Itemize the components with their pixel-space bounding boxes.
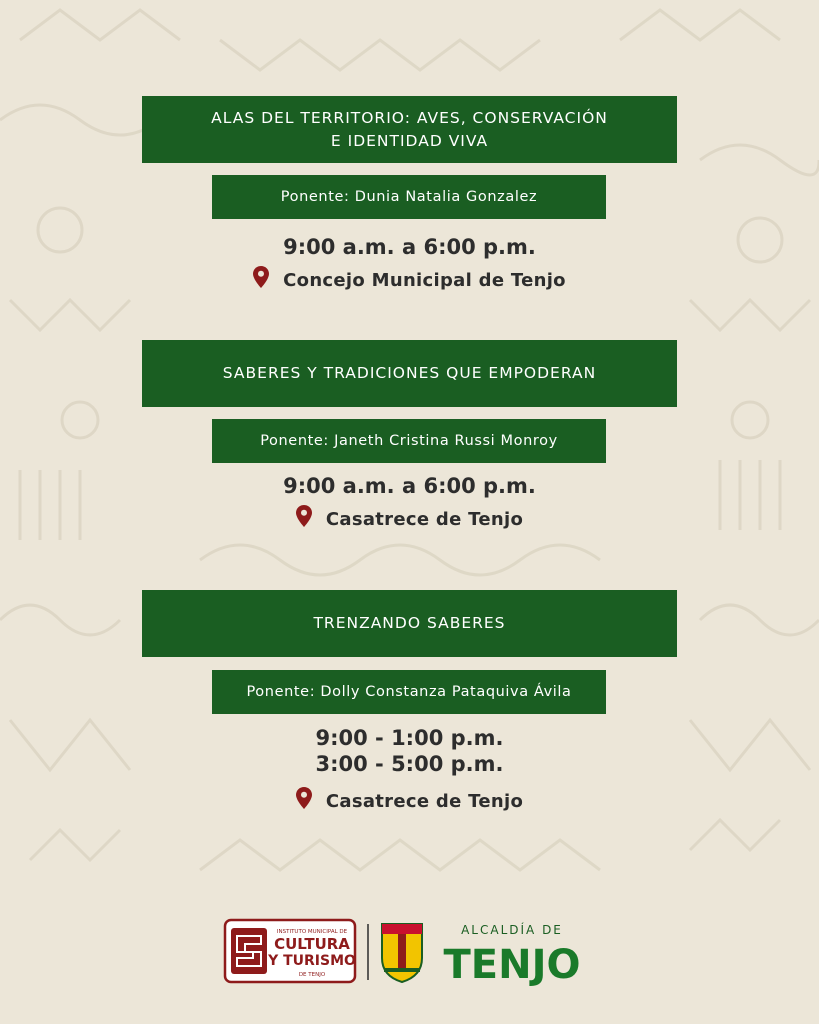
event-3-time-2: 3:00 - 5:00 p.m.: [315, 752, 504, 776]
instituto-cultura-logo: [225, 920, 356, 982]
event-2-title-line1: SABERES Y TRADICIONES QUE EMPODERAN: [222, 364, 597, 382]
alcaldia-label: ALCALDÍA DE: [461, 923, 563, 937]
instituto-line1: INSTITUTO MUNICIPAL DE: [276, 929, 348, 935]
event-1-location-label: Concejo Municipal de Tenjo: [283, 270, 566, 291]
event-1-title-banner: [142, 96, 677, 163]
event-2-location: [0, 505, 819, 530]
event-3-title-banner: [142, 590, 677, 657]
location-pin-icon: [253, 266, 269, 288]
instituto-line3: Y TURISMO: [268, 953, 356, 969]
event-1-title-line2: E IDENTIDAD VIVA: [330, 131, 489, 150]
event-1-location: [0, 266, 819, 291]
event-2-location-label: Casatrece de Tenjo: [325, 509, 524, 530]
footer-logos: [0, 918, 819, 988]
event-3-time-1: 9:00 - 1:00 p.m.: [315, 726, 504, 750]
event-2-title-banner: [142, 340, 677, 407]
event-2-speaker: Ponente: Janeth Cristina Russi Monroy: [212, 419, 606, 463]
event-1-speaker: Ponente: Dunia Natalia Gonzalez: [212, 175, 606, 219]
tenjo-coat-of-arms: [382, 924, 422, 982]
event-3-title-line1: TRENZANDO SABERES: [313, 614, 506, 632]
event-1-title-line1: ALAS DEL TERRITORIO: AVES, CONSERVACIÓN: [211, 108, 608, 127]
event-3-speaker: Ponente: Dolly Constanza Pataquiva Ávila: [212, 670, 606, 714]
instituto-line4: DE TENJO: [298, 972, 326, 978]
event-2-time: 9:00 a.m. a 6:00 p.m.: [283, 474, 536, 498]
instituto-line2: CULTURA: [274, 935, 350, 953]
event-3-location: [0, 787, 819, 812]
location-pin-icon: [296, 505, 312, 527]
event-1-time: 9:00 a.m. a 6:00 p.m.: [283, 235, 536, 259]
alcaldia-name: TENJO: [443, 942, 581, 988]
event-3-location-label: Casatrece de Tenjo: [325, 791, 524, 812]
location-pin-icon: [296, 787, 312, 809]
